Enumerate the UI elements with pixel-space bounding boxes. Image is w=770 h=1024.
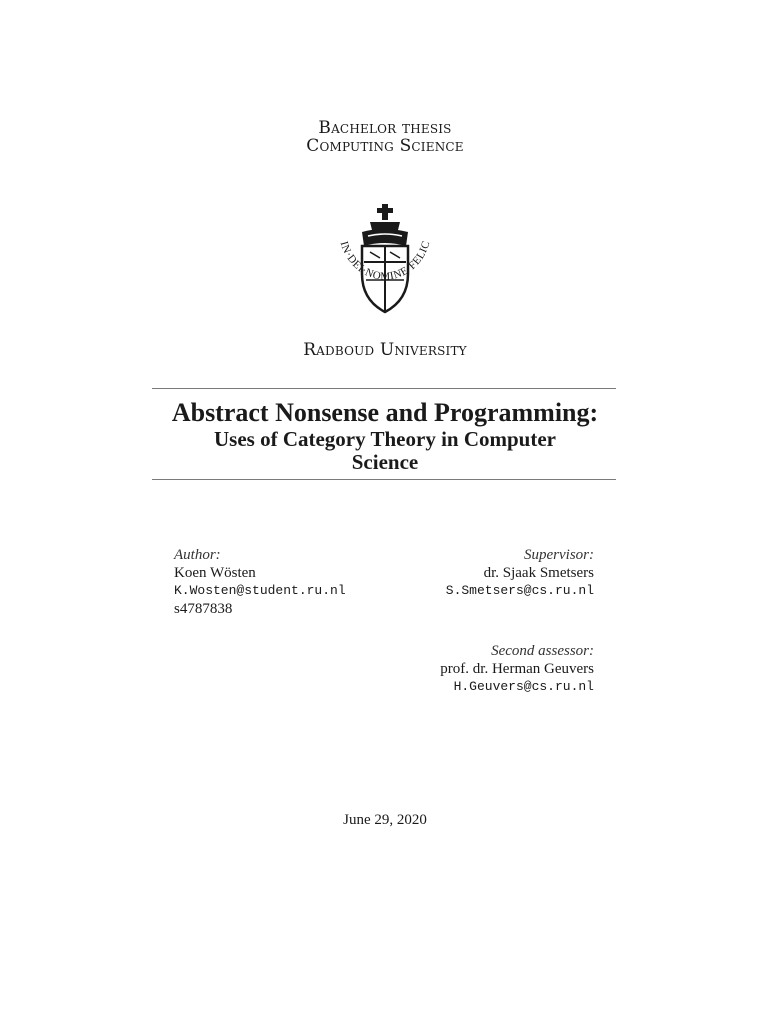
author-email[interactable]: K.Wosten@student.ru.nl (174, 583, 346, 598)
submission-date: June 29, 2020 (343, 812, 427, 828)
thesis-title: Abstract Nonsense and Programming: (171, 398, 599, 427)
thesis-type: Bachelor thesis (318, 118, 452, 138)
seal-motto: IN·DEI·NOMINE·FELIC (337, 239, 433, 283)
assessor-email[interactable]: H.Geuvers@cs.ru.nl (453, 679, 594, 694)
title-rule-bottom (152, 479, 616, 480)
author-role: Author: (174, 547, 221, 563)
supervisor-email[interactable]: S.Smetsers@cs.ru.nl (445, 583, 594, 598)
title-rule-top (152, 388, 616, 389)
subtitle-line-2: Science (351, 450, 419, 474)
thesis-subtitle (160, 428, 610, 474)
author-block (174, 546, 346, 618)
university-seal-icon (326, 200, 444, 326)
assessor-block (440, 642, 594, 696)
assessor-name: prof. dr. Herman Geuvers (440, 661, 594, 677)
author-name: Koen Wösten (174, 565, 256, 581)
subtitle-line-1: Uses of Category Theory in Computer (214, 427, 556, 451)
department: Computing Science (306, 136, 464, 156)
supervisor-role: Supervisor: (524, 547, 594, 563)
university-name: Radboud University (303, 340, 467, 360)
assessor-role: Second assessor: (491, 643, 594, 659)
author-student-number: s4787838 (174, 601, 233, 617)
supervisor-name: dr. Sjaak Smetsers (483, 565, 594, 581)
supervisor-block (446, 546, 594, 600)
